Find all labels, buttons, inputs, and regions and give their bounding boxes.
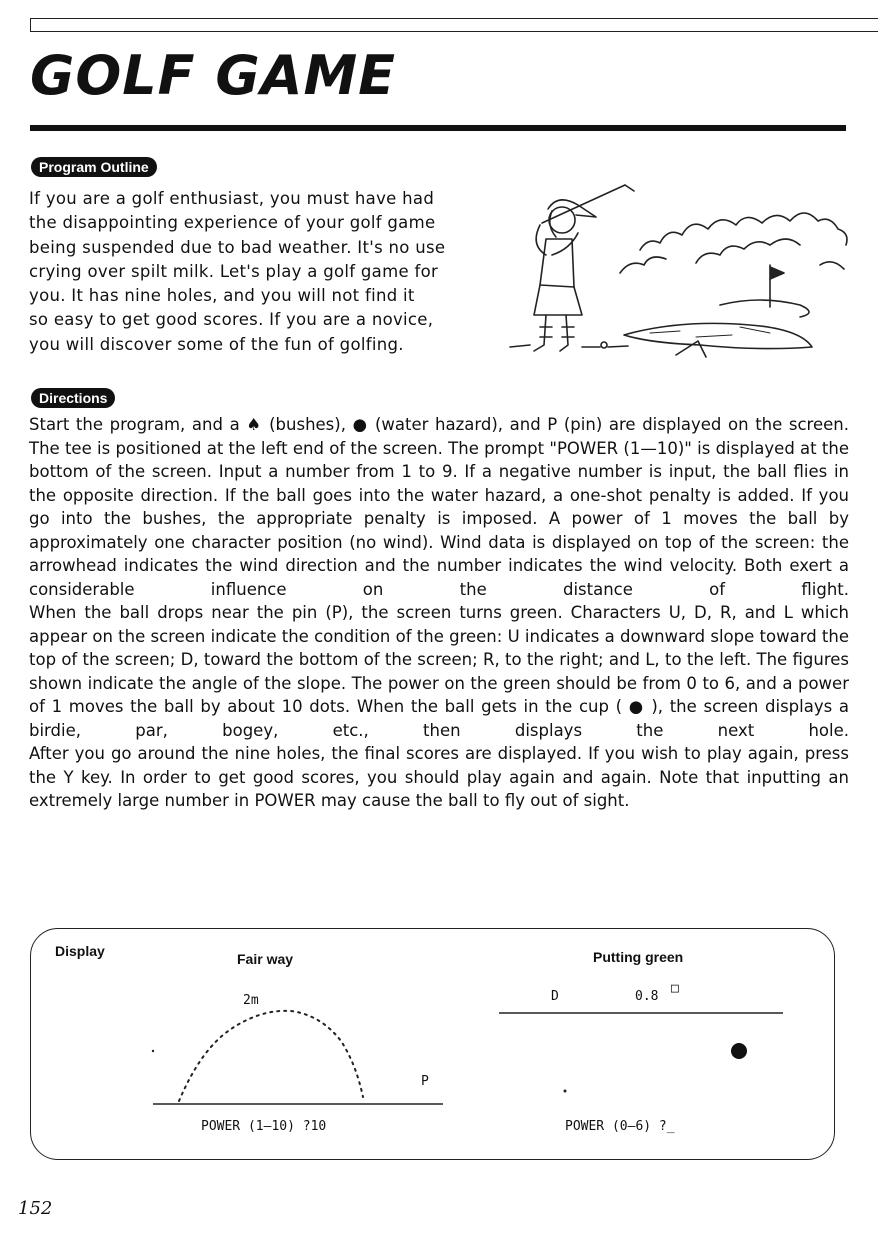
outline-line: so easy to get good scores. If you are a novice, (29, 310, 434, 330)
green-power-prompt: POWER (0—6) ?_ (565, 1119, 675, 1134)
fairway-title: Fair way (237, 951, 294, 967)
wind-readout: 2m (243, 993, 259, 1008)
ball-trajectory (179, 1011, 363, 1101)
program-outline-text (29, 187, 489, 357)
directions-paragraph: After you go around the nine holes, the final scores are displayed. If you wish to play again, press the Y key. In order to get good scores, you should play again and again. Note that inputting an extremely large number in POWER may cause the ball to fly out of sight. (29, 744, 849, 810)
display-graphics (31, 929, 836, 1161)
golfer-illustration (500, 175, 870, 375)
outline-line: If you are a golf enthusiast, you must have had (29, 189, 435, 208)
green-slope-value: 0.8 (635, 989, 659, 1004)
directions-text (29, 413, 849, 813)
directions-heading: Directions (31, 388, 115, 408)
outline-line: being suspended due to bad weather. It's no use (29, 237, 446, 257)
cup-hole (731, 1043, 747, 1059)
putting-green-title: Putting green (593, 949, 684, 965)
display-example-box (30, 928, 835, 1160)
cup-marker: □ (671, 981, 679, 996)
outline-line: you. It has nine holes, and you will not find it (29, 286, 415, 306)
program-outline-heading: Program Outline (31, 157, 157, 177)
green-slope-direction: D (551, 989, 559, 1004)
title-underline (30, 125, 846, 131)
outline-line: crying over spilt milk. Let's play a golf game for (29, 261, 439, 281)
fairway-power-prompt: POWER (1—10) ?10 (201, 1119, 327, 1134)
green-ball (564, 1090, 567, 1093)
directions-paragraph: When the ball drops near the pin (P), the screen turns green. Characters U, D, R, and L which appear on the screen indicate the condition of the green: U indicates a downward slope toward the top of the screen; D, toward the bottom of the screen; R, to the right; and L, to the left. The figures shown indicate the angle of the slope. The power on the green should be from 0 to 6, and a power of 1 moves the ball by about 10 dots. When the ball gets in the cup ( ● ), the screen displays a birdie, par, bogey, etc., then displays the next hole. (29, 603, 849, 740)
page-number: 152 (18, 1198, 53, 1219)
top-frame-rule (30, 18, 878, 32)
outline-line: the disappointing experience of your golf game (29, 213, 436, 233)
pin-marker: P (421, 1074, 429, 1089)
display-label: Display (55, 943, 105, 959)
page-title: GOLF GAME (30, 44, 397, 107)
directions-paragraph: Start the program, and a ♠ (bushes), ● (water hazard), and P (pin) are displayed on the screen. The tee is positioned at the left end of the screen. The prompt "POWER (1—10)" is displayed at the bottom of the screen. Input a number from 1 to 9. If a negative number is input, the ball flies in the opposite direction. If the ball goes into the water hazard, a one-shot penalty is added. If you go into the bushes, the appropriate penalty is imposed. A power of 1 moves the ball by approximately one character position (no wind). Wind data is displayed on top of the screen: the arrowhead indicates the wind direction and the number indicates the wind velocity. Both exert a considerable influence on the distance of flight. (29, 415, 849, 599)
fairway-dot (152, 1050, 154, 1052)
outline-line: you will discover some of the fun of golfing. (29, 334, 404, 354)
